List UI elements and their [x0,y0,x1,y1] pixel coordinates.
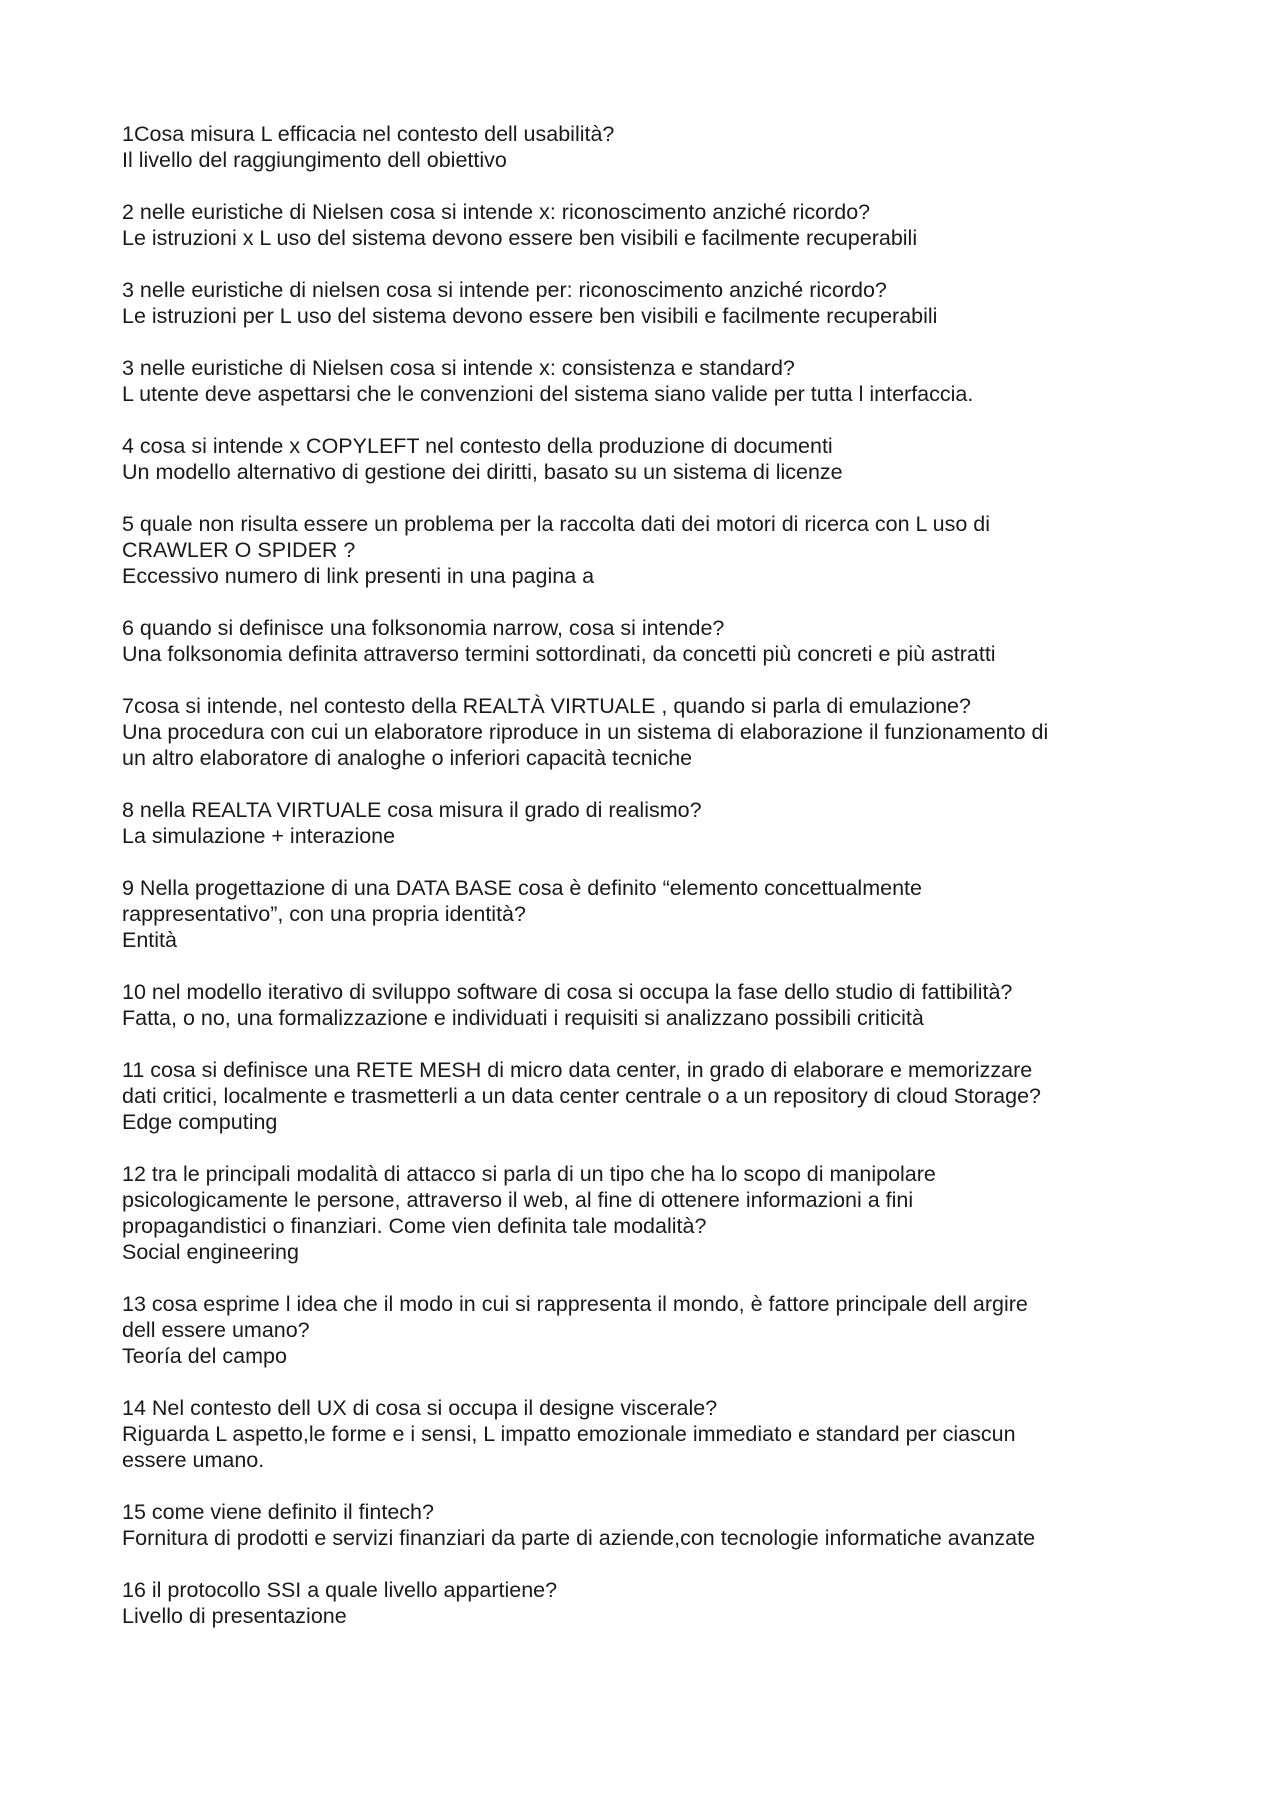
qa-item-16 [122,1499,1232,1551]
question-text: 1Cosa misura L efficacia nel contesto dell usabilità? [122,122,615,146]
answer-text: Entità [122,928,177,952]
answer-text: Teoría del campo [122,1344,287,1368]
qa-item-6 [122,511,1232,589]
qa-item-9 [122,797,1232,849]
question-text: 11 cosa si definisce una RETE MESH di micro data center, in grado di elaborare e memorizzare dati critici, localmente e trasmetterli a un data center centrale o a un repository di cloud Storage? [122,1058,1042,1108]
qa-item-10 [122,875,1232,953]
question-text: 7cosa si intende, nel contesto della REALTÀ VIRTUALE , quando si parla di emulazione? [122,694,971,718]
answer-text: Social engineering [122,1240,299,1264]
qa-item-3 [122,277,1232,329]
question-text: 2 nelle euristiche di Nielsen cosa si intende x: riconoscimento anziché ricordo? [122,200,871,224]
answer-text: L utente deve aspettarsi che le convenzioni del sistema siano valide per tutta l interfaccia. [122,382,974,406]
answer-text: Livello di presentazione [122,1604,347,1628]
question-text: 13 cosa esprime l idea che il modo in cui si rappresenta il mondo, è fattore principale dell argire dell essere umano? [122,1292,1028,1342]
qa-item-13 [122,1161,1232,1265]
question-text: 12 tra le principali modalità di attacco si parla di un tipo che ha lo scopo di manipolare psicologicamente le persone, attraverso il web, al fine di ottenere informazioni a fini propagandistici o finanziari. Come vien definita tale modalità? [122,1162,936,1238]
question-text: 8 nella REALTA VIRTUALE cosa misura il grado di realismo? [122,798,702,822]
question-text: 3 nelle euristiche di Nielsen cosa si intende x: consistenza e standard? [122,356,795,380]
answer-text: Riguarda L aspetto,le forme e i sensi, L impatto emozionale immediato e standard per ciascun essere umano. [122,1422,1016,1472]
question-text: 14 Nel contesto dell UX di cosa si occupa il designe viscerale? [122,1396,718,1420]
qa-item-12 [122,1057,1232,1135]
qa-item-17 [122,1577,1232,1629]
question-text: 5 quale non risulta essere un problema per la raccolta dati dei motori di ricerca con L uso di CRAWLER O SPIDER ? [122,512,991,562]
answer-text: Il livello del raggiungimento dell obiettivo [122,148,507,172]
qa-item-7 [122,615,1232,667]
qa-item-2 [122,199,1232,251]
answer-text: Eccessivo numero di link presenti in una pagina a [122,564,595,588]
answer-text: Le istruzioni x L uso del sistema devono essere ben visibili e facilmente recuperabili [122,226,918,250]
qa-item-8 [122,693,1232,771]
question-text: 16 il protocollo SSI a quale livello appartiene? [122,1578,558,1602]
qa-item-15 [122,1395,1232,1473]
question-text: 4 cosa si intende x COPYLEFT nel contesto della produzione di documenti [122,434,833,458]
answer-text: Un modello alternativo di gestione dei diritti, basato su un sistema di licenze [122,460,843,484]
answer-text: Fornitura di prodotti e servizi finanziari da parte di aziende,con tecnologie informatiche avanzate [122,1526,1036,1550]
document-page [122,121,1232,1655]
question-text: 15 come viene definito il fintech? [122,1500,434,1524]
qa-item-14 [122,1291,1232,1369]
answer-text: Le istruzioni per L uso del sistema devono essere ben visibili e facilmente recuperabili [122,304,938,328]
answer-text: Fatta, o no, una formalizzazione e individuati i requisiti si analizzano possibili criticità [122,1006,924,1030]
answer-text: Una procedura con cui un elaboratore riproduce in un sistema di elaborazione il funzionamento di un altro elaboratore di analoghe o inferiori capacità tecniche [122,720,1049,770]
qa-item-1 [122,121,1232,173]
question-text: 10 nel modello iterativo di sviluppo software di cosa si occupa la fase dello studio di fattibilità? [122,980,1013,1004]
qa-item-11 [122,979,1232,1031]
question-text: 6 quando si definisce una folksonomia narrow, cosa si intende? [122,616,725,640]
qa-item-5 [122,433,1232,485]
answer-text: Edge computing [122,1110,278,1134]
answer-text: La simulazione + interazione [122,824,396,848]
qa-item-4 [122,355,1232,407]
question-text: 3 nelle euristiche di nielsen cosa si intende per: riconoscimento anziché ricordo? [122,278,887,302]
answer-text: Una folksonomia definita attraverso termini sottordinati, da concetti più concreti e più astratti [122,642,996,666]
question-text: 9 Nella progettazione di una DATA BASE cosa è definito “elemento concettualmente rappresentativo”, con una propria identità? [122,876,922,926]
